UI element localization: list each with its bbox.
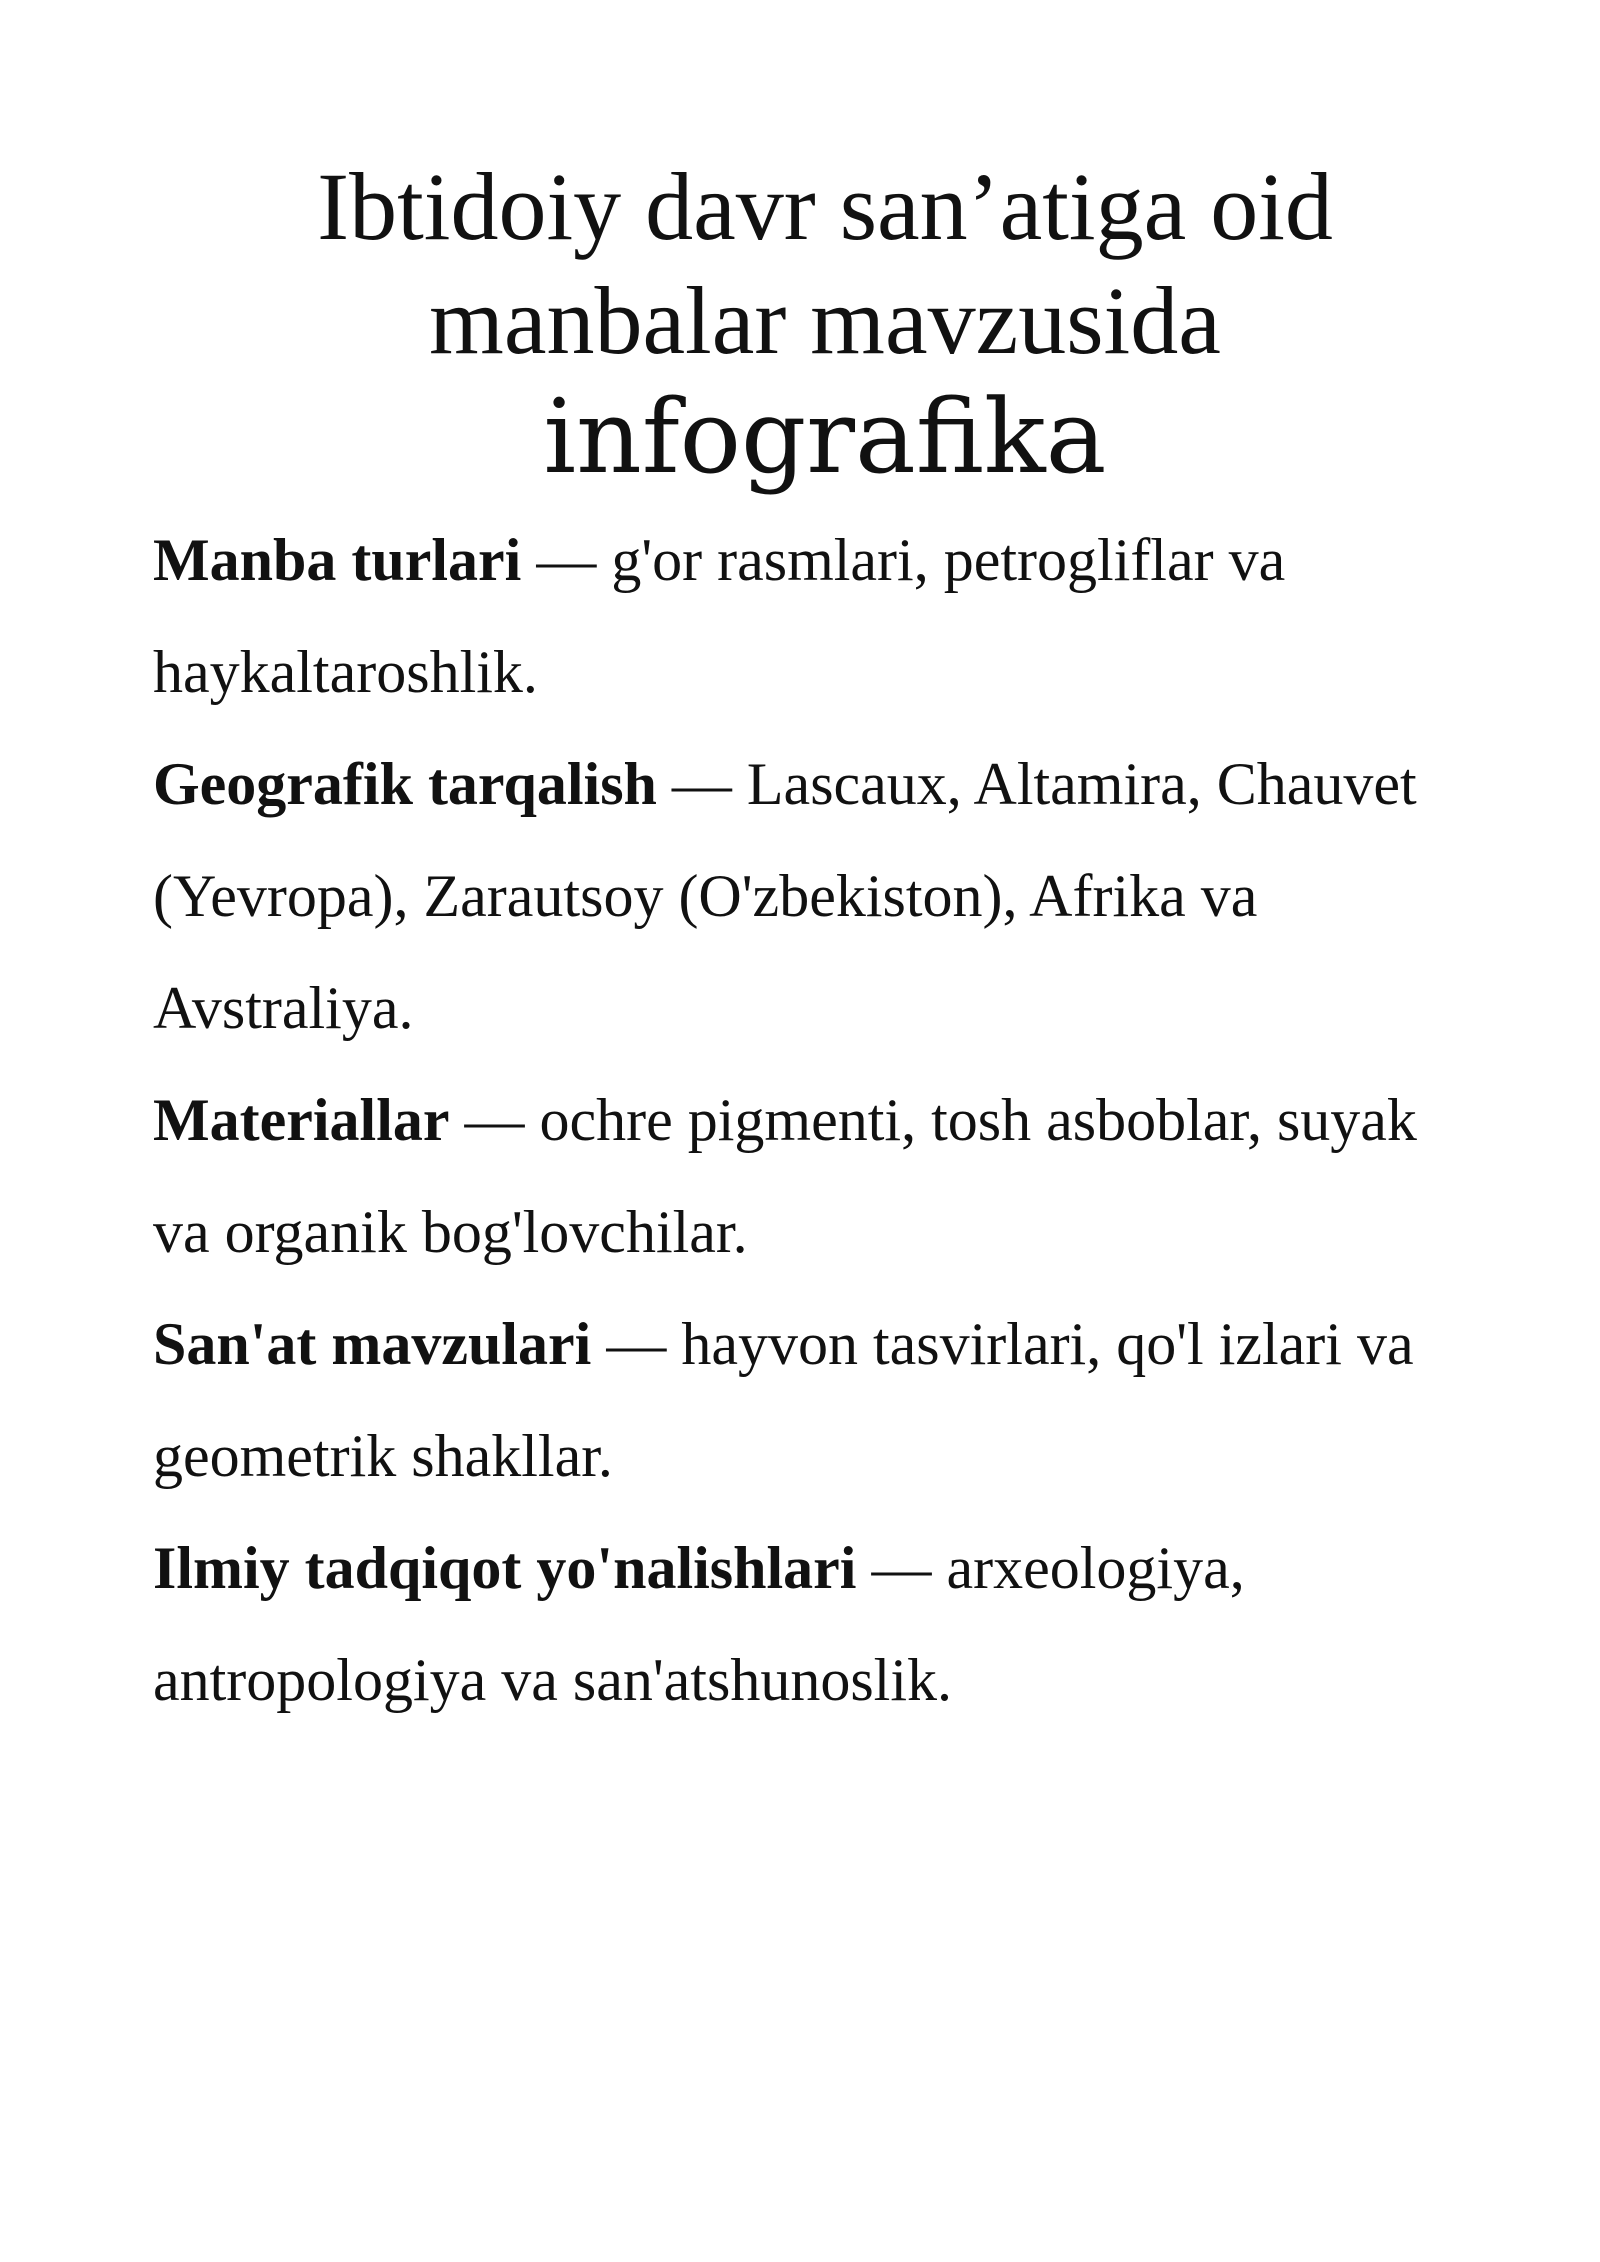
item-text: — ochre pigmenti, tosh asboblar, suyak va organik bog'lovchilar. — [153, 1087, 1417, 1265]
list-item-sanat-mavzulari — [153, 1288, 1453, 1512]
item-term: Ilmiy tadqiqot yo'nalishlari — [153, 1535, 857, 1601]
title-line-2: manbalar mavzusida — [429, 267, 1221, 374]
list-item-materiallar — [153, 1064, 1453, 1288]
item-text: — g'or rasmlari, petrogliflar va haykaltaroshlik. — [153, 527, 1286, 705]
title-line-1: Ibtidoiy davr san’atiga oid — [317, 153, 1333, 260]
item-text: — arxeologiya, antropologiya va san'atshunoslik. — [153, 1535, 1245, 1713]
content-list — [153, 504, 1453, 1736]
item-text: — hayvon tasvirlari, qo'l izlari va geometrik shakllar. — [153, 1311, 1414, 1489]
item-text: — Lascaux, Altamira, Chauvet (Yevropa), Zarautsoy (O'zbekiston), Afrika va Avstraliya. — [153, 751, 1417, 1041]
item-term: San'at mavzulari — [153, 1311, 592, 1377]
title-line-3: infografika — [543, 378, 1107, 497]
item-term: Manba turlari — [153, 527, 522, 593]
item-term: Materiallar — [153, 1087, 450, 1153]
page-title — [0, 150, 1600, 498]
list-item-geografik-tarqalish — [153, 728, 1453, 1064]
item-term: Geografik tarqalish — [153, 751, 657, 817]
list-item-ilmiy-tadqiqot — [153, 1512, 1453, 1736]
list-item-manba-turlari — [153, 504, 1453, 728]
